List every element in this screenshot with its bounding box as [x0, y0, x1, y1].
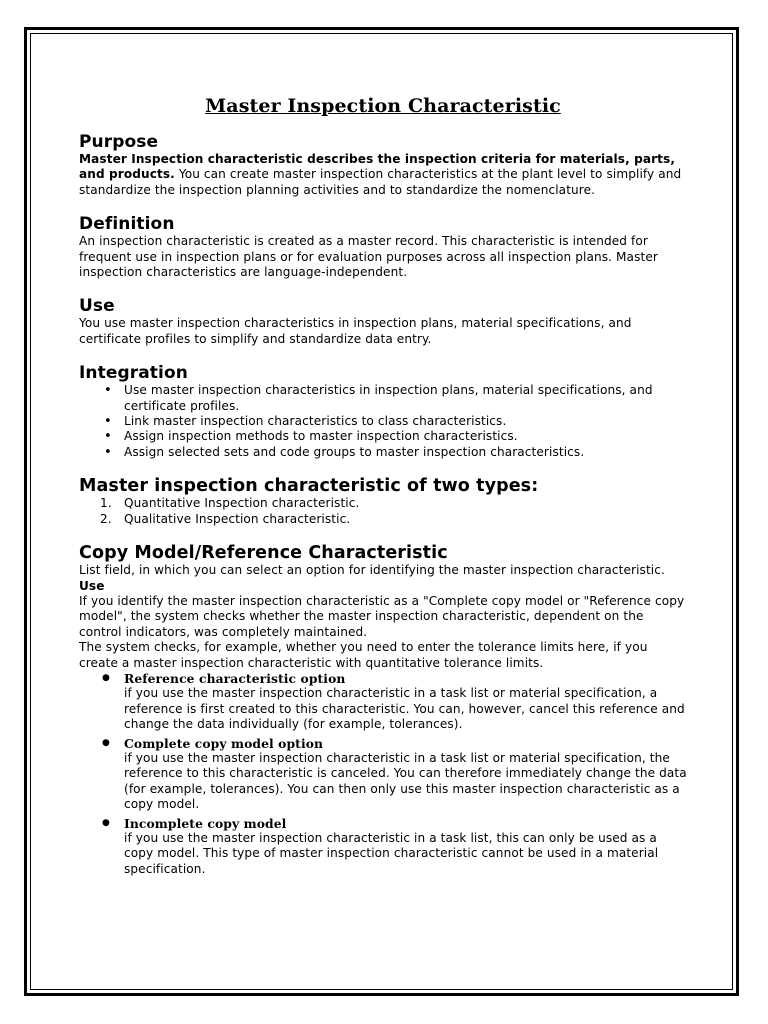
document-title: Master Inspection Characteristic	[205, 95, 561, 117]
copy-model-use-text: If you identify the master inspection characteristic as a "Complete copy model or "Reference copy model", the system checks whether the master inspection characteristic, dependent on the control indicators, was completely maintained.	[79, 593, 685, 639]
list-item-text: Quantitative Inspection characteristic.	[124, 496, 360, 511]
purpose-text	[79, 152, 687, 198]
purpose-bold-text: Master Inspection characteristic describes the inspection criteria for materials, parts, and products.	[79, 152, 676, 182]
purpose-body-text: You can create master inspection characteristics at the plant level to simplify and standardize the inspection planning activities and to standardize the nomenclature.	[79, 167, 682, 197]
definition-text: An inspection characteristic is created as a master record. This characteristic is intended for frequent use in inspection plans or for evaluation purposes across all inspection plans. Master inspection characteristics are language-independent.	[79, 234, 658, 280]
use-text: You use master inspection characteristics in inspection plans, material specifications, and certificate profiles to simplify and standardize data entry.	[79, 316, 632, 346]
list-item: • Link master inspection characteristics to class characteristics.	[124, 414, 687, 429]
list-item	[124, 816, 687, 878]
list-item	[100, 511, 687, 527]
copy-model-use-label: Use	[79, 578, 105, 593]
list-item	[100, 496, 687, 511]
integration-list	[79, 383, 687, 460]
list-number: 1.	[100, 496, 112, 511]
option-title: ● Complete copy model option	[124, 735, 324, 751]
option-title: ● Incomplete copy model	[124, 815, 287, 831]
types-heading: Master inspection characteristic of two types:	[79, 476, 539, 497]
option-text: if you use the master inspection characteristic in a task list, this can only be used as a copy model. This type of master inspection characteristic cannot be used in a material specification.	[124, 831, 659, 876]
copy-model-heading: Copy Model/Reference Characteristic	[79, 543, 448, 564]
list-item	[124, 671, 687, 733]
option-text: if you use the master inspection characteristic in a task list or material specification, a reference is first created to this characteristic. You can, however, cancel this reference and change the data individually (for example, tolerances).	[124, 686, 685, 732]
list-item: • Use master inspection characteristics in inspection plans, material specifications, and certificate profiles.	[124, 383, 687, 414]
integration-section	[79, 363, 687, 460]
integration-heading: Integration	[79, 363, 188, 384]
list-item: • Assign inspection methods to master inspection characteristics.	[124, 429, 687, 444]
purpose-section	[79, 132, 687, 198]
types-list	[79, 496, 687, 527]
purpose-heading: Purpose	[79, 132, 159, 152]
list-number: 2.	[100, 511, 112, 526]
list-item-text: Qualitative Inspection characteristic.	[124, 511, 351, 526]
definition-section	[79, 214, 687, 280]
document-body	[79, 94, 687, 893]
copy-model-intro: List field, in which you can select an option for identifying the master inspection characteristic.	[79, 563, 665, 578]
copy-model-section	[79, 543, 687, 877]
use-section	[79, 296, 687, 347]
copy-model-options	[79, 671, 687, 877]
types-section	[79, 476, 687, 527]
copy-model-example-text: The system checks, for example, whether you need to enter the tolerance limits here, if you create a master inspection characteristic with quantitative tolerance limits.	[79, 640, 648, 670]
list-item	[124, 736, 687, 813]
definition-heading: Definition	[79, 214, 175, 235]
option-text: if you use the master inspection characteristic in a task list or material specification, the reference to this characteristic is canceled. You can therefore immediately change the data (for example, tolerances). You can then only use this master inspection characteristic as a copy model.	[124, 750, 687, 812]
list-item: • Assign selected sets and code groups to master inspection characteristics.	[124, 445, 687, 460]
option-title: ● Reference characteristic option	[124, 670, 346, 686]
use-heading: Use	[79, 296, 115, 317]
